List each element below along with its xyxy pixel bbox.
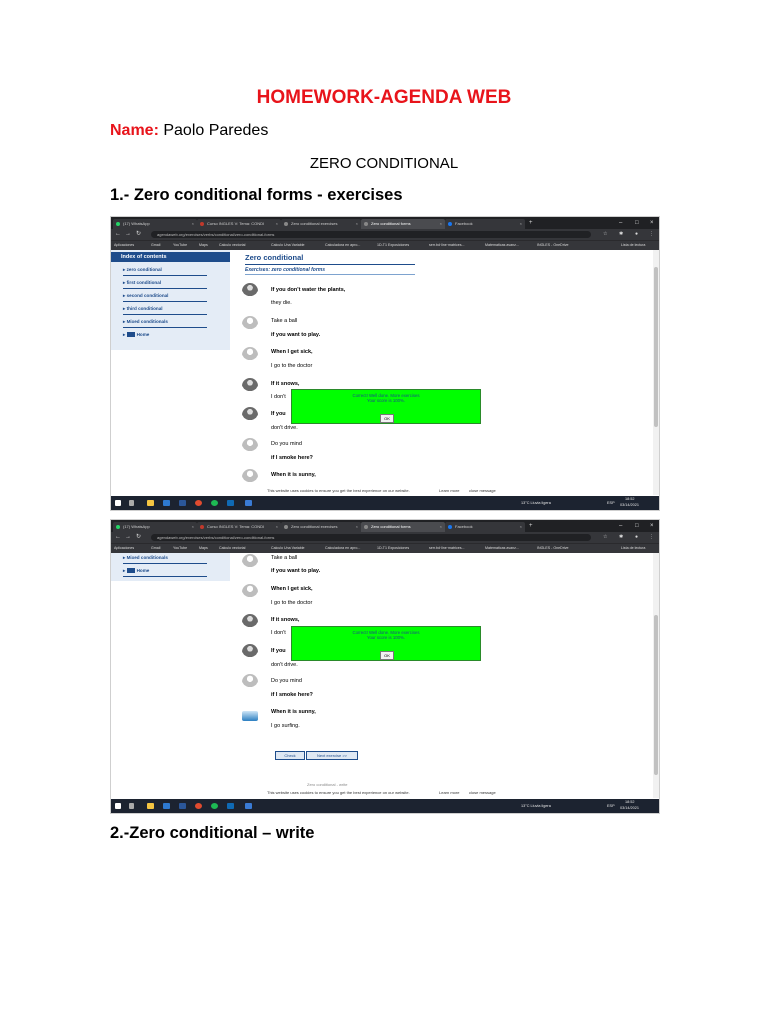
bookmark[interactable]: Gmail	[151, 243, 161, 247]
exercise-line: don't drive.	[271, 662, 298, 668]
home-link[interactable]: ▸ Home	[123, 332, 149, 338]
bookmark[interactable]: INGLES - OneDrive	[537, 243, 569, 247]
bookmark[interactable]: Maps	[199, 546, 208, 550]
exercise-line: Do you mind	[271, 441, 302, 447]
divider	[245, 274, 415, 275]
close-window-icon[interactable]: ×	[650, 523, 654, 529]
index-link[interactable]: ▸ first conditional	[123, 280, 161, 286]
site-icon	[284, 222, 288, 226]
exercise-line: Take a ball	[271, 555, 298, 561]
home-icon	[127, 568, 135, 573]
section-heading-1: 1.- Zero conditional forms - exercises	[110, 186, 403, 204]
popup-ok-button[interactable]: OK	[380, 414, 394, 423]
new-tab-icon[interactable]: +	[529, 523, 533, 529]
clock-date[interactable]: 03/14/2021	[620, 806, 640, 810]
smoking-figure-icon	[242, 438, 258, 454]
smoking-figure-icon	[242, 674, 258, 690]
maximize-icon[interactable]: □	[635, 220, 639, 226]
guitar-figure-icon	[242, 407, 258, 423]
index-link[interactable]: ▸ second conditional	[123, 293, 168, 299]
bookmarks-bar	[111, 543, 659, 553]
menu-icon[interactable]: ⋮	[649, 231, 654, 237]
sick-figure-icon	[242, 347, 258, 363]
bookmark[interactable]: Aplicaciones	[114, 243, 135, 247]
exercise-line: If you	[271, 411, 286, 417]
bookmark[interactable]: INGLES - OneDrive	[537, 546, 569, 550]
cookie-banner	[111, 487, 659, 495]
back-icon[interactable]: ←	[115, 231, 121, 237]
name-value: Paolo Paredes	[163, 122, 269, 139]
mail-icon[interactable]	[227, 803, 234, 809]
store-icon[interactable]	[163, 803, 170, 809]
divider	[123, 314, 207, 315]
explorer-icon[interactable]	[147, 500, 154, 506]
exercise-line: I go surfing.	[271, 723, 300, 729]
cookie-learn-more[interactable]: Learn more	[439, 488, 460, 493]
browser-tab[interactable]: Facebook ×	[445, 522, 525, 532]
bookmark[interactable]: Maps	[199, 243, 208, 247]
page-title: Zero conditional	[245, 253, 304, 262]
next-exercise-button[interactable]: Next exercise >>	[306, 751, 358, 760]
forward-icon[interactable]: →	[125, 534, 131, 540]
exercise-line: If it snows,	[271, 381, 300, 387]
exercise-line: When it is sunny,	[271, 709, 316, 715]
exercise-line: Do you mind	[271, 678, 302, 684]
divider	[123, 563, 207, 564]
bookmark[interactable]: Matematicas avanz...	[485, 546, 519, 550]
extensions-icon[interactable]: ✱	[619, 231, 624, 237]
score-popup	[291, 389, 481, 424]
close-tab-icon[interactable]: ×	[275, 221, 278, 226]
address-bar	[111, 532, 659, 543]
browser-tab[interactable]: Curso INGLES V: Tema: CONDI ×	[197, 522, 281, 532]
name-label: Name:	[110, 122, 159, 139]
exercise-line: I don't	[271, 394, 286, 400]
web-content	[111, 553, 659, 798]
start-icon[interactable]	[115, 803, 121, 809]
divider	[123, 288, 207, 289]
maximize-icon[interactable]: □	[635, 523, 639, 529]
close-tab-icon[interactable]: ×	[439, 524, 442, 529]
exercise-line: I go to the doctor	[271, 363, 313, 369]
browser-tab[interactable]: Zero conditional exercises ×	[281, 219, 361, 229]
cookie-text: This website uses cookies to ensure you get the best experience on our website.	[267, 790, 410, 795]
bookmark[interactable]: Calculo Una Variable	[271, 546, 305, 550]
clock-date[interactable]: 03/14/2021	[620, 503, 640, 507]
bookmark[interactable]: Aplicaciones	[114, 546, 135, 550]
exercise-line: When I get sick,	[271, 349, 313, 355]
address-bar	[111, 229, 659, 240]
student-name-line	[110, 122, 268, 140]
index-title: Index of contents	[111, 252, 230, 262]
whatsapp-icon	[116, 525, 120, 529]
browser-tab[interactable]: Zero conditional exercises ×	[281, 522, 361, 532]
facebook-icon	[448, 222, 452, 226]
language-indicator[interactable]: ESP	[607, 501, 615, 505]
extensions-icon[interactable]: ✱	[619, 534, 624, 540]
exercise-line: I don't	[271, 630, 286, 636]
browser-tab[interactable]: Facebook ×	[445, 219, 525, 229]
cookie-text: This website uses cookies to ensure you get the best experience on our website.	[267, 488, 410, 493]
popup-message: Correct! Well done. More exercises Your score is 100%.	[352, 393, 420, 403]
close-tab-icon[interactable]: ×	[191, 221, 194, 226]
exercise-line: If it snows,	[271, 617, 300, 623]
exercise-line: if you want to play.	[271, 568, 321, 574]
chrome-icon[interactable]	[195, 500, 202, 506]
gardener-figure-icon	[242, 283, 258, 299]
exercise-line: if you want to play.	[271, 332, 321, 338]
bookmark[interactable]: Calculo vectorial	[219, 243, 246, 247]
exercise-line: If you	[271, 648, 286, 654]
sick-figure-icon	[242, 584, 258, 600]
popup-message: Correct! Well done. More exercises Your score is 100%.	[352, 630, 420, 640]
browser-tab-bar	[111, 217, 659, 229]
reload-icon[interactable]: ↻	[136, 231, 142, 237]
search-icon[interactable]	[129, 803, 134, 809]
close-tab-icon[interactable]: ×	[519, 524, 522, 529]
bookmark[interactable]: Lista de lectura	[621, 546, 646, 550]
forward-icon[interactable]: →	[125, 231, 131, 237]
score-popup	[291, 626, 481, 661]
exercise-line: if I smoke here?	[271, 455, 313, 461]
menu-icon[interactable]: ⋮	[649, 534, 654, 540]
bookmark[interactable]: Calculadora en apro...	[325, 546, 361, 550]
divider	[123, 301, 207, 302]
site-icon	[364, 222, 368, 226]
screenshot-1	[110, 216, 660, 511]
snow-figure-icon	[242, 614, 258, 630]
bookmark[interactable]: serr.bd·line·matrices...	[429, 243, 465, 247]
index-link[interactable]: ▸ zero conditional	[123, 267, 162, 273]
exercise-line: When it is sunny,	[271, 472, 316, 478]
store-icon[interactable]	[163, 500, 170, 506]
bookmark[interactable]: 1D-T1 Exposiciones	[377, 243, 410, 247]
spotify-icon[interactable]	[211, 500, 218, 506]
app-icon[interactable]	[245, 500, 252, 506]
close-tab-icon[interactable]: ×	[191, 524, 194, 529]
course-icon	[200, 222, 204, 226]
browser-tab[interactable]: (17) WhatsApp ×	[113, 219, 197, 229]
explorer-icon[interactable]	[147, 803, 154, 809]
exercise-line: If you don't water the plants,	[271, 287, 346, 293]
word-icon[interactable]	[179, 803, 186, 809]
spotify-icon[interactable]	[211, 803, 218, 809]
ball-figure-icon	[242, 554, 258, 570]
windows-taskbar	[111, 799, 659, 813]
ball-figure-icon	[242, 316, 258, 332]
bookmark[interactable]: Calculadora en apro...	[325, 243, 361, 247]
facebook-icon	[448, 525, 452, 529]
back-icon[interactable]: ←	[115, 534, 121, 540]
section-heading-2: 2.-Zero conditional – write	[110, 824, 315, 842]
document-subtitle: ZERO CONDITIONAL	[309, 155, 459, 172]
url-field[interactable]: agendaweb.org/exercises/verbs/conditional/zero-conditional-forms	[151, 534, 591, 541]
star-icon[interactable]: ☆	[603, 231, 608, 237]
word-icon[interactable]	[179, 500, 186, 506]
bookmarks-bar	[111, 240, 659, 250]
clock-time[interactable]: 18:52	[625, 800, 635, 804]
browser-tab-active[interactable]: Zero conditional forms ×	[361, 522, 445, 532]
browser-tab[interactable]: (17) WhatsApp ×	[113, 522, 197, 532]
divider	[123, 327, 207, 328]
bookmark[interactable]: Calculo vectorial	[219, 546, 246, 550]
cookie-learn-more[interactable]: Learn more	[439, 790, 460, 795]
browser-tab-bar	[111, 520, 659, 532]
start-icon[interactable]	[115, 500, 121, 506]
site-icon	[284, 525, 288, 529]
close-tab-icon[interactable]: ×	[355, 221, 358, 226]
home-link[interactable]: ▸ Home	[123, 568, 149, 574]
star-icon[interactable]: ☆	[603, 534, 608, 540]
minimize-icon[interactable]: –	[619, 220, 623, 226]
bookmark[interactable]: 1D-T1 Exposiciones	[377, 546, 410, 550]
exercise-line: if I smoke here?	[271, 692, 313, 698]
guitar-figure-icon	[242, 644, 258, 660]
language-indicator[interactable]: ESP	[607, 804, 615, 808]
bookmark[interactable]: YouTube	[173, 546, 188, 550]
chrome-icon[interactable]	[195, 803, 202, 809]
index-sidebar	[111, 553, 230, 581]
popup-ok-button[interactable]: OK	[380, 651, 394, 660]
exercise-line: they die.	[271, 300, 292, 306]
web-content	[111, 250, 659, 495]
index-link[interactable]: ▸ Mixed conditionals	[123, 555, 168, 561]
site-icon	[364, 525, 368, 529]
whatsapp-icon	[116, 222, 120, 226]
close-tab-icon[interactable]: ×	[439, 221, 442, 226]
page-subtitle: Exercises: zero conditional forms	[245, 267, 326, 273]
scrollbar-thumb[interactable]	[654, 615, 658, 775]
cookie-dismiss[interactable]: close message	[469, 790, 496, 795]
index-link[interactable]: ▸ third conditional	[123, 306, 163, 312]
home-icon	[127, 332, 135, 337]
partial-link[interactable]: Zero conditional - write	[307, 782, 348, 787]
browser-tab-active[interactable]: Zero conditional forms ×	[361, 219, 445, 229]
reload-icon[interactable]: ↻	[136, 534, 142, 540]
sunny-figure-icon	[242, 469, 258, 485]
close-tab-icon[interactable]: ×	[519, 221, 522, 226]
exercise-line: When I get sick,	[271, 586, 313, 592]
divider	[123, 275, 207, 276]
app-icon[interactable]	[245, 803, 252, 809]
course-icon	[200, 525, 204, 529]
index-sidebar	[111, 250, 230, 350]
bookmark[interactable]: Matematicas avanz...	[485, 243, 519, 247]
bookmark[interactable]: Calculo Una Variable	[271, 243, 305, 247]
cookie-banner	[111, 789, 659, 797]
exercise-line: Take a ball	[271, 318, 298, 324]
clock-time[interactable]: 18:52	[625, 497, 635, 501]
exercise-line: don't drive.	[271, 425, 298, 431]
bookmark[interactable]: YouTube	[173, 243, 188, 247]
weather-text[interactable]: 13°C Lluvia ligera	[521, 804, 551, 808]
exercise-line: I go to the doctor	[271, 600, 313, 606]
bookmark[interactable]: serr.bd·line·matrices...	[429, 546, 465, 550]
bookmark[interactable]: Lista de lectura	[621, 243, 646, 247]
profile-icon[interactable]: ●	[635, 534, 639, 540]
divider	[245, 264, 415, 265]
browser-tab[interactable]: Curso INGLES V: Tema: CONDI ×	[197, 219, 281, 229]
new-tab-icon[interactable]: +	[529, 220, 533, 226]
close-window-icon[interactable]: ×	[650, 220, 654, 226]
search-icon[interactable]	[129, 500, 134, 506]
mail-icon[interactable]	[227, 500, 234, 506]
document-title: HOMEWORK-AGENDA WEB	[256, 87, 512, 108]
divider	[123, 576, 207, 577]
cookie-dismiss[interactable]: close message	[469, 488, 496, 493]
close-tab-icon[interactable]: ×	[355, 524, 358, 529]
check-button[interactable]: Check	[275, 751, 305, 760]
screenshot-2	[110, 519, 660, 814]
scrollbar-thumb[interactable]	[654, 267, 658, 427]
weather-text[interactable]: 13°C Lluvia ligera	[521, 501, 551, 505]
surfing-figure-icon	[242, 711, 258, 721]
url-field[interactable]: agendaweb.org/exercises/verbs/conditional/zero-conditional-forms	[151, 231, 591, 238]
bookmark[interactable]: Gmail	[151, 546, 161, 550]
windows-taskbar	[111, 496, 659, 510]
snow-figure-icon	[242, 378, 258, 394]
profile-icon[interactable]: ●	[635, 231, 639, 237]
minimize-icon[interactable]: –	[619, 523, 623, 529]
index-link[interactable]: ▸ Mixed conditionals	[123, 319, 168, 325]
close-tab-icon[interactable]: ×	[275, 524, 278, 529]
